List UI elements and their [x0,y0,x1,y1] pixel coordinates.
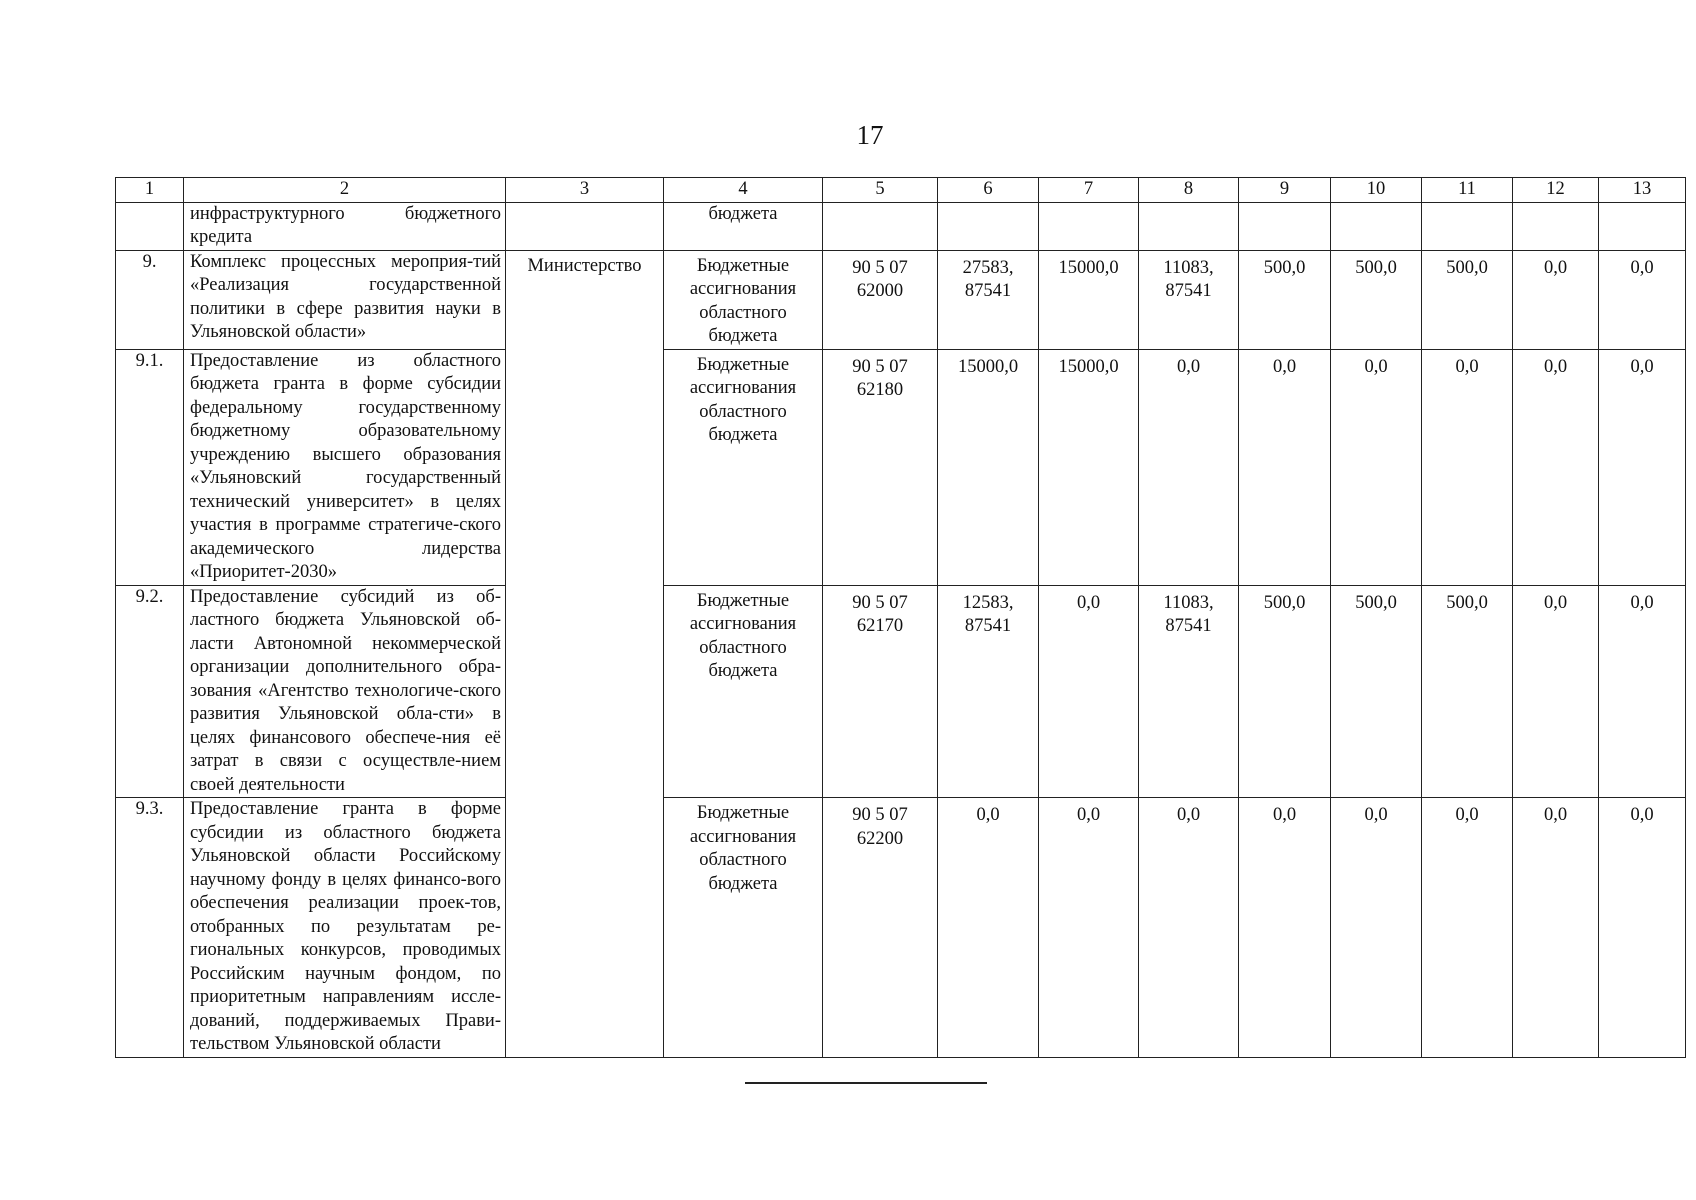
measure-name: Предоставление субсидий из об-ластного бюджета Ульяновской об-ласти Автономной некоммерческой организации дополнительного обра-зования «Агентство технологиче-ского развития Ульяновской обла-сти» в целях финансового обеспече-ния её затрат в связи с осуществле-нием своей деятельности [184,585,506,798]
column-header: 4 [664,178,823,203]
value-cell: 0,0 [1039,798,1139,1058]
column-header: 5 [823,178,938,203]
column-header: 9 [1239,178,1331,203]
measure-name: инфраструктурного бюджетного кредита [184,202,506,250]
value-cell: 0,0 [1599,585,1686,798]
value-cell: 15000,0 [938,349,1039,585]
funding-source: Бюджетные ассигнования областного бюджета [664,349,823,585]
row-number: 9.2. [116,585,184,798]
column-header: 3 [506,178,664,203]
table-row [116,349,1686,585]
value-cell: 0,0 [1422,349,1513,585]
budget-code [823,202,938,250]
column-header: 7 [1039,178,1139,203]
value-cell: 0,0 [1513,349,1599,585]
value-cell [938,202,1039,250]
value-cell: 15000,0 [1039,250,1139,349]
column-header: 13 [1599,178,1686,203]
value-cell: 500,0 [1331,250,1422,349]
measure-name: Предоставление гранта в форме субсидии из областного бюджета Ульяновской области Российскому научному фонду в целях финансо-вого обеспечения реализации проек-тов, отобранных по результатам ре-гиональных конкурсов, проводимых Российским научным фондом, по приоритетным направлениям иссле-дований, поддерживаемых Прави-тельством Ульяновской области [184,798,506,1058]
column-header: 12 [1513,178,1599,203]
header-row [116,178,1686,203]
value-cell: 15000,0 [1039,349,1139,585]
row-number [116,202,184,250]
value-cell [1422,202,1513,250]
page-number: 17 [856,120,884,150]
value-cell: 0,0 [1599,250,1686,349]
value-cell: 0,0 [1599,798,1686,1058]
value-cell: 0,0 [1599,349,1686,585]
budget-code: 90 5 07 62170 [823,585,938,798]
value-cell: 12583, 87541 [938,585,1039,798]
value-cell: 0,0 [1331,798,1422,1058]
value-cell: 0,0 [1039,585,1139,798]
value-cell: 11083, 87541 [1139,250,1239,349]
value-cell: 0,0 [1139,798,1239,1058]
value-cell [1331,202,1422,250]
value-cell: 0,0 [1513,585,1599,798]
column-header: 11 [1422,178,1513,203]
value-cell: 500,0 [1422,585,1513,798]
table-row [116,250,1686,349]
value-cell: 11083, 87541 [1139,585,1239,798]
budget-code: 90 5 07 62180 [823,349,938,585]
value-cell: 27583, 87541 [938,250,1039,349]
value-cell [1513,202,1599,250]
funding-source: бюджета [664,202,823,250]
value-cell [1599,202,1686,250]
measure-name: Комплекс процессных мероприя-тий «Реализация государственной политики в сфере развития науки в Ульяновской области» [184,250,506,349]
row-number: 9. [116,250,184,349]
table-row [116,798,1686,1058]
value-cell: 0,0 [1239,349,1331,585]
value-cell [1039,202,1139,250]
budget-code: 90 5 07 62200 [823,798,938,1058]
column-header: 1 [116,178,184,203]
value-cell: 500,0 [1422,250,1513,349]
value-cell: 0,0 [1139,349,1239,585]
value-cell: 0,0 [1513,798,1599,1058]
column-header: 6 [938,178,1039,203]
executor: Министерство [506,250,664,1057]
value-cell: 0,0 [1239,798,1331,1058]
column-header: 2 [184,178,506,203]
table-row [116,585,1686,798]
value-cell: 500,0 [1331,585,1422,798]
table-row-continuation [116,202,1686,250]
value-cell [1239,202,1331,250]
value-cell [1139,202,1239,250]
row-number: 9.3. [116,798,184,1058]
value-cell: 0,0 [938,798,1039,1058]
budget-code: 90 5 07 62000 [823,250,938,349]
row-number: 9.1. [116,349,184,585]
value-cell: 0,0 [1422,798,1513,1058]
column-header: 10 [1331,178,1422,203]
funding-source: Бюджетные ассигнования областного бюджета [664,585,823,798]
funding-source: Бюджетные ассигнования областного бюджета [664,250,823,349]
column-header: 8 [1139,178,1239,203]
value-cell: 500,0 [1239,250,1331,349]
budget-table [115,177,1686,1058]
end-of-table-rule [745,1082,987,1084]
funding-source: Бюджетные ассигнования областного бюджета [664,798,823,1058]
value-cell: 0,0 [1513,250,1599,349]
executor [506,202,664,250]
value-cell: 0,0 [1331,349,1422,585]
measure-name: Предоставление из областного бюджета гранта в форме субсидии федеральному государственному бюджетному образовательному учреждению высшего образования «Ульяновский государственный технический университет» в целях участия в программе стратегиче-ского академического лидерства «Приоритет-2030» [184,349,506,585]
value-cell: 500,0 [1239,585,1331,798]
